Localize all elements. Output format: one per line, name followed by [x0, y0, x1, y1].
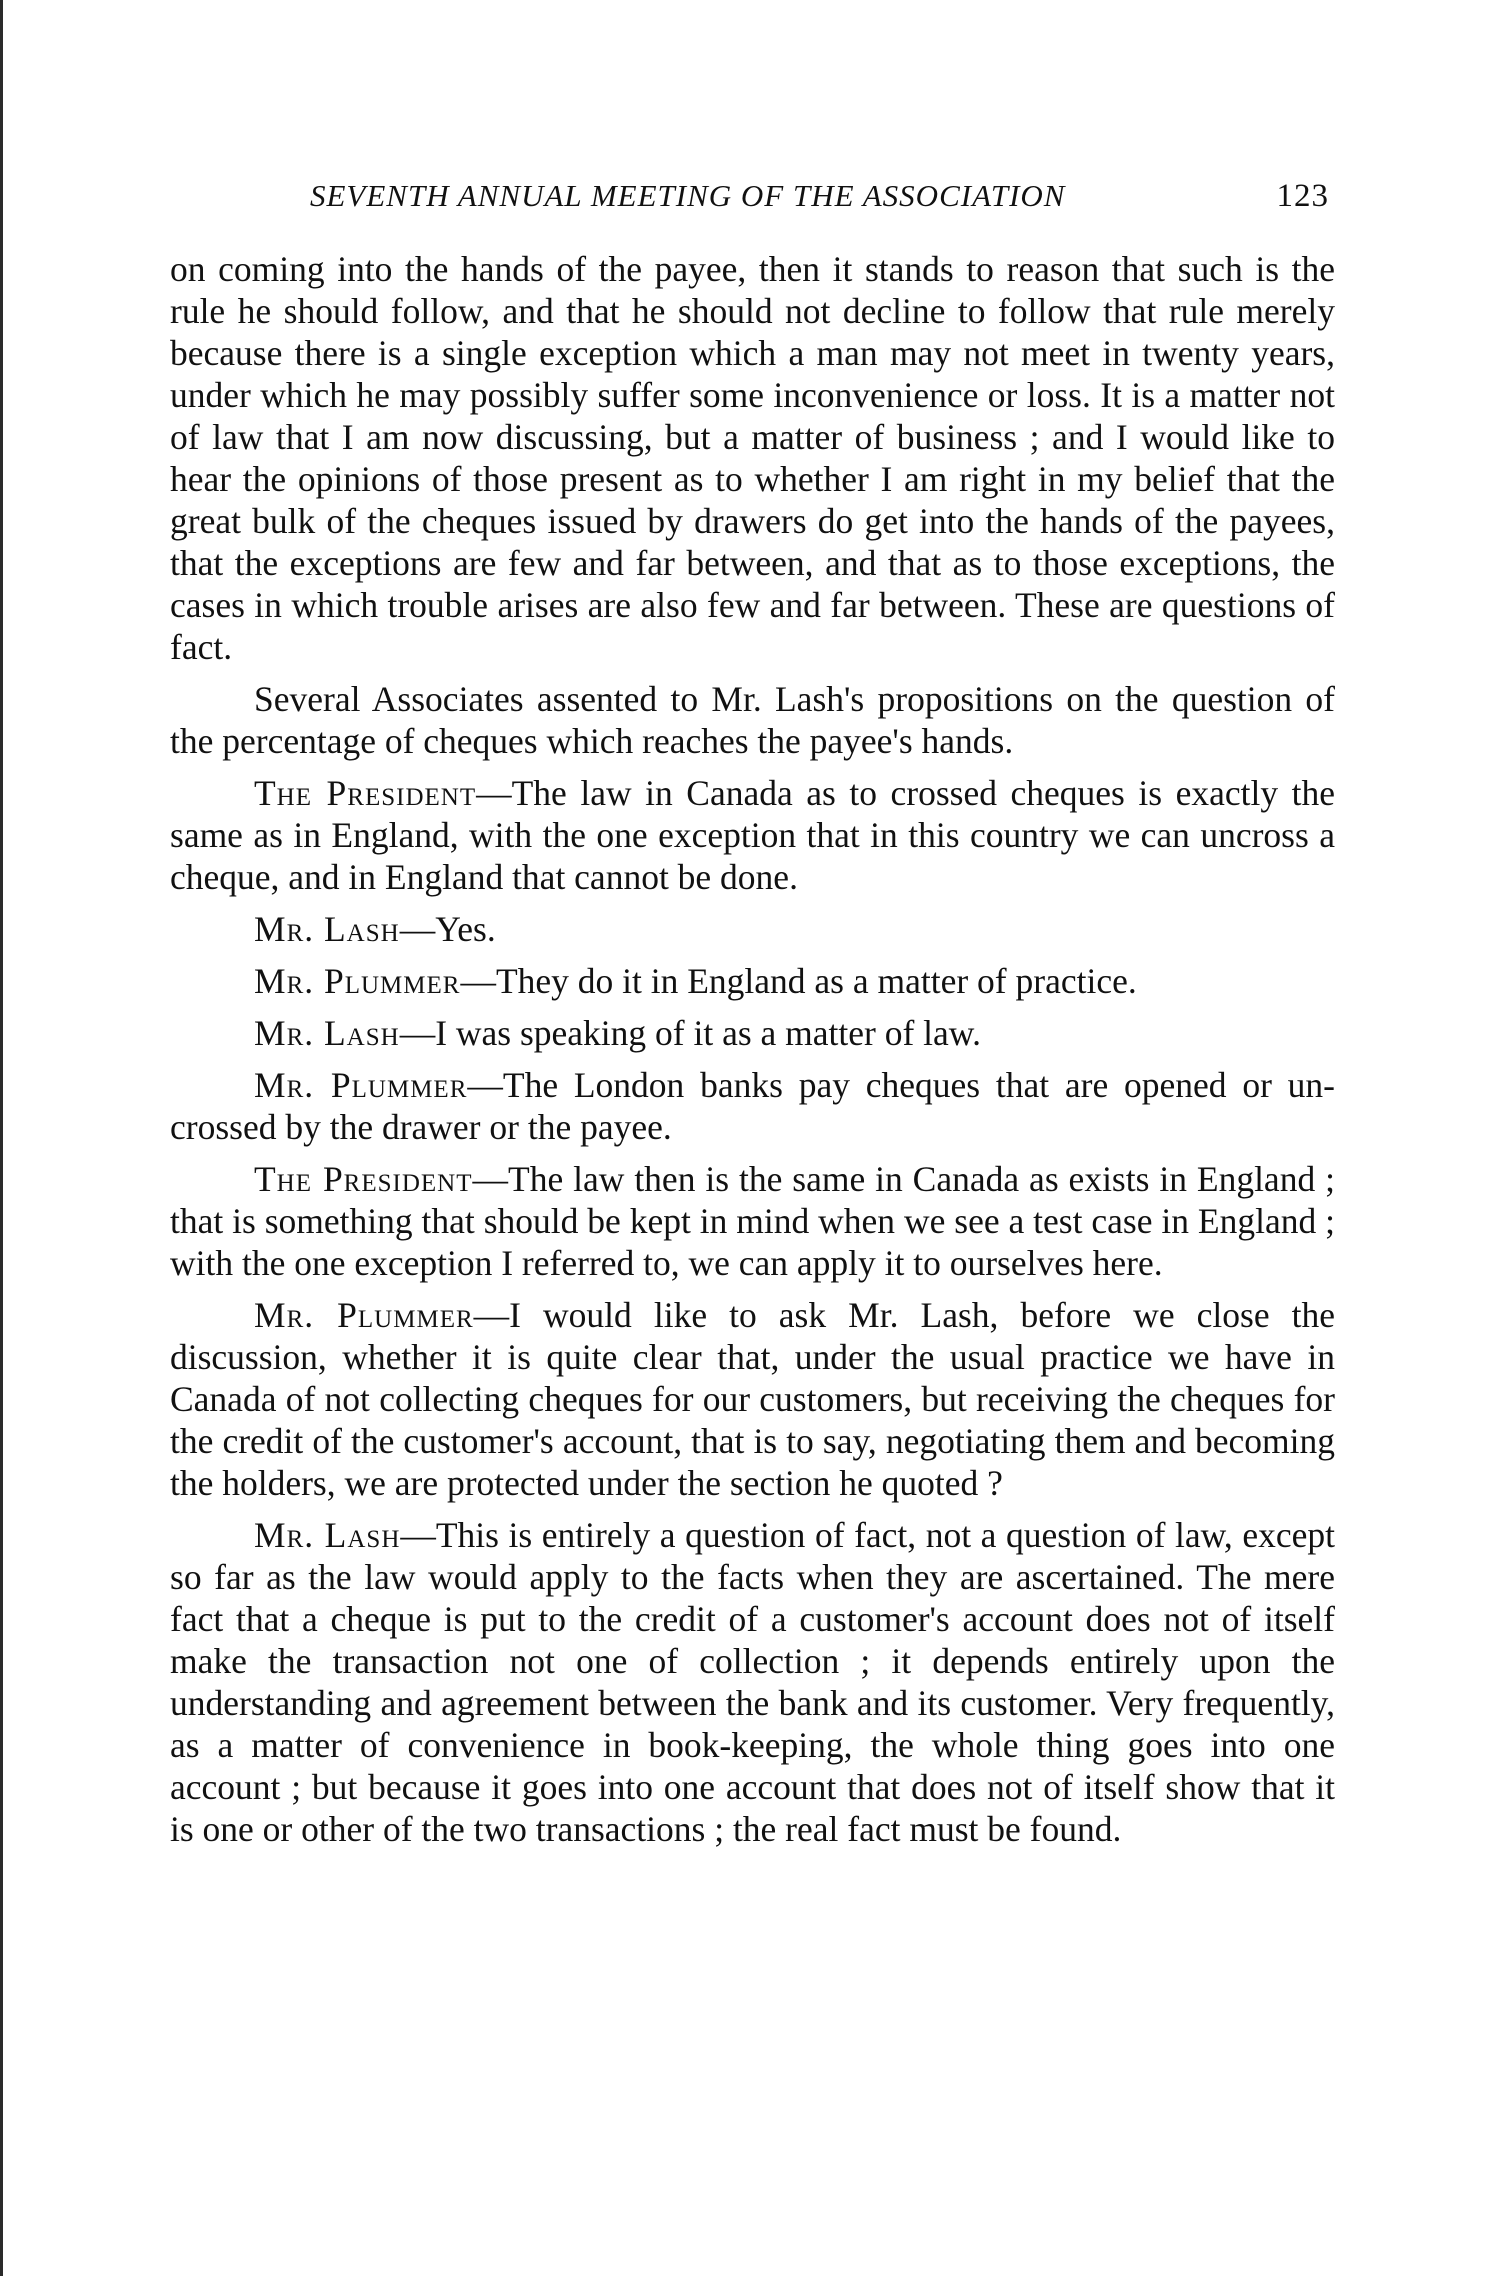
paragraph-text: —The law then is the same in Canada as exists in England ; that is something that should be kept in mind when we see a test case in England ; with the one exception I referred to, we can apply it to ourselves here.	[170, 1159, 1335, 1283]
scan-edge	[0, 0, 3, 2276]
paragraph	[170, 1064, 1335, 1148]
paragraph-speaker: Mr. Plummer	[254, 1295, 474, 1335]
paragraph-speaker: Mr. Plummer	[254, 961, 461, 1001]
paragraph	[170, 1294, 1335, 1504]
paragraph-speaker: Mr. Lash	[254, 1515, 401, 1555]
paragraph-speaker: Mr. Lash	[254, 909, 400, 949]
paragraph	[170, 908, 1335, 950]
paragraph-speaker: Mr. Plummer	[254, 1065, 468, 1105]
paragraph-speaker: Mr. Lash	[254, 1013, 400, 1053]
paragraph	[170, 1012, 1335, 1054]
paragraph	[170, 1158, 1335, 1284]
paragraph-text: —This is entirely a question of fact, not a question of law, except so far as the law would apply to the facts when they are ascertained. The mere fact that a cheque is put to the credit of a customer's account does not of itself make the transaction not one of collection ; it depends entirely upon the understanding and agreement between the bank and its customer. Very frequently, as a matter of convenience in book-keeping, the whole thing goes into one account ; but because it goes into one account that does not of itself show that it is one or other of the two transactions ; the real fact must be found.	[170, 1515, 1335, 1849]
paragraph	[170, 772, 1335, 898]
paragraph-text: —They do it in England as a matter of practice.	[460, 961, 1137, 1001]
paragraph-text: —I would like to ask Mr. Lash, before we close the discussion, whether it is quite clear that, under the usual practice we have in Canada of not collecting cheques for our customers, but receiving the cheques for the credit of the customer's account, that is to say, negotiating them and becoming the holders, we are protected under the section he quoted ?	[170, 1295, 1335, 1503]
paragraph-text: —The law in Canada as to crossed cheques is exactly the same as in England, with the one exception that in this country we can uncross a cheque, and in England that cannot be done.	[170, 773, 1335, 897]
paragraph-text: —The London banks pay cheques that are opened or un-crossed by the drawer or the payee.	[170, 1065, 1336, 1147]
page-number: 123	[1276, 178, 1329, 214]
book-page	[170, 178, 1335, 1860]
paragraph-speaker: The President	[254, 1159, 473, 1199]
paragraph	[170, 678, 1335, 762]
body-text	[170, 248, 1335, 1850]
running-head	[170, 178, 1335, 238]
paragraph-text: Several Associates assented to Mr. Lash's propositions on the question of the percentage of cheques which reaches the payee's hands.	[170, 679, 1335, 761]
paragraph-text: —Yes.	[399, 909, 496, 949]
paragraph-speaker: The President	[254, 773, 477, 813]
paragraph	[170, 960, 1335, 1002]
paragraph	[170, 248, 1335, 668]
paragraph-text: —I was speaking of it as a matter of law.	[399, 1013, 981, 1053]
running-title: SEVENTH ANNUAL MEETING OF THE ASSOCIATION	[310, 178, 1066, 213]
paragraph-text: on coming into the hands of the payee, then it stands to reason that such is the rule he should follow, and that he should not decline to follow that rule merely because there is a single exception which a man may not meet in twenty years, under which he may possibly suffer some inconvenience or loss. It is a matter not of law that I am now discussing, but a matter of business ; and I would like to hear the opinions of those present as to whether I am right in my belief that the great bulk of the cheques issued by drawers do get into the hands of the payees, that the exceptions are few and far between, and that as to those exceptions, the cases in which trouble arises are also few and far between. These are questions of fact.	[170, 249, 1335, 667]
paragraph	[170, 1514, 1335, 1850]
